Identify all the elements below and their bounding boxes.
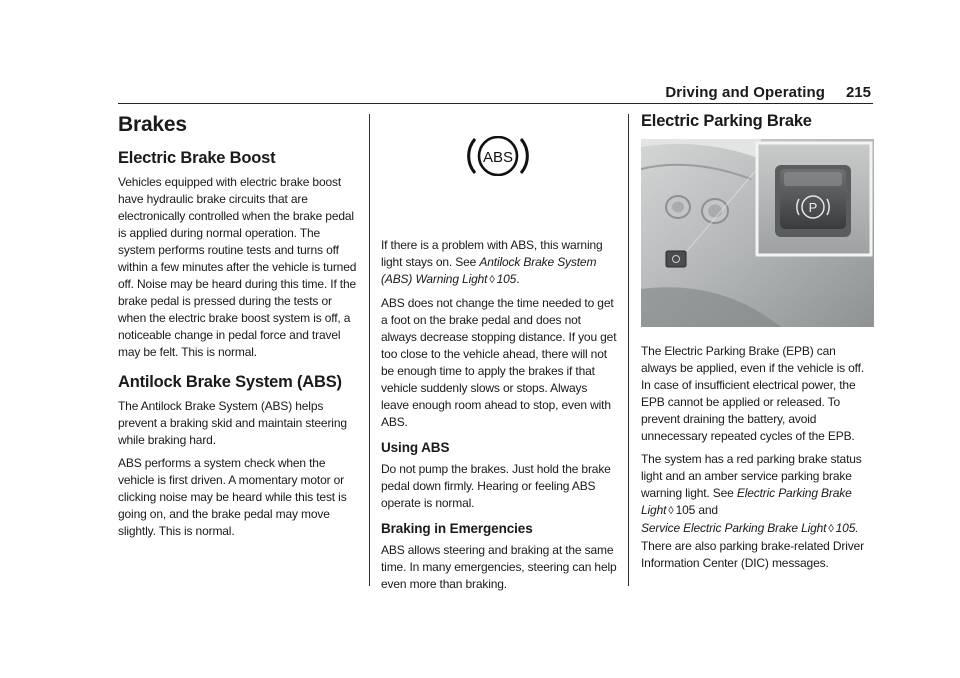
paragraph-using-abs: Do not pump the brakes. Just hold the brake pedal down firmly. Hearing or feeling ABS operate is normal. [381,462,611,510]
cross-reference-abs-warning-light[interactable]: Antilock Brake System (ABS) Warning Light [381,255,597,286]
column-divider-1 [369,114,370,586]
page-title: Brakes [118,113,187,136]
parking-brake-switch-label: P [808,200,818,215]
header-page-number: 215 [845,84,871,101]
abs-warning-icon [465,136,531,176]
paragraph-abs-check: ABS performs a system check when the vehicle is first driven. A momentary motor or clicking noise may be heard while this test is going on, and the brake pedal may move slightly. This is normal. [118,456,347,538]
paragraph-abs-warning [381,237,618,289]
reference-glyph: ◊ [489,274,495,286]
heading-electric-brake-boost: Electric Brake Boost [118,149,276,167]
cross-reference-service-epb-light[interactable]: Service Electric Parking Brake Light [641,521,827,535]
running-header [118,84,873,104]
reference-page-number[interactable]: 105. [835,521,859,535]
column-divider-2 [628,114,629,586]
text-run: The system has a red parking brake status light and an amber service parking brake warning light. See [641,452,862,500]
column-1 [118,108,358,540]
column-2 [381,108,618,593]
epb-switch-photo [641,139,874,327]
heading-antilock-brake-system: Antilock Brake System (ABS) [118,373,342,391]
abs-icon-label: ABS [482,149,514,166]
reference-glyph: ◊ [828,523,834,535]
heading-using-abs: Using ABS [381,440,450,455]
abs-warning-symbol [381,136,618,206]
text-run: and [695,503,718,517]
reference-page-number[interactable]: 105 [496,272,517,286]
paragraph-epb-lights [641,451,874,572]
header-section-title: Driving and Operating [665,84,825,101]
reference-glyph: ◊ [668,505,674,517]
paragraph-braking-in-emergencies: ABS allows steering and braking at the same time. In many emergencies, steering can help even more than braking. [381,543,617,591]
heading-braking-in-emergencies: Braking in Emergencies [381,521,533,536]
paragraph-abs-stopping: ABS does not change the time needed to get a foot on the brake pedal and does not always decrease stopping distance. If you get too close to the vehicle ahead, there will not be enough time to apply the brakes if that vehicle suddenly slows or stops. Always leave enough room ahead to stop, even with ABS. [381,296,617,429]
reference-page-number[interactable]: 105 [675,503,696,517]
paragraph-abs-intro: The Antilock Brake System (ABS) helps prevent a braking skid and maintain steering while braking hard. [118,399,347,447]
paragraph-electric-brake-boost: Vehicles equipped with electric brake boost have hydraulic brake circuits that are electronically controlled when the brake pedal is applied during normal operation. The system performs routine tests and turns off within a few minutes after the vehicle is turned off. Noise may be heard during this time. If the brake pedal is pressed during the tests or when the electric brake boost system is off, a noticeable change in pedal force and travel may be felt. This is normal. [118,175,357,359]
dashboard-illustration [641,139,874,327]
text-run: If there is a problem with ABS, this warning light stays on. See [381,238,603,269]
text-run: There are also parking brake-related Driver Information Center (DIC) messages. [641,539,864,570]
text-run: . [516,272,520,286]
column-3 [641,108,874,572]
heading-electric-parking-brake: Electric Parking Brake [641,112,812,130]
paragraph-epb-intro: The Electric Parking Brake (EPB) can always be applied, even if the vehicle is off. In case of insufficient electrical power, the EPB cannot be applied or released. To prevent draining the battery, avoid unnecessary repeated cycles of the EPB. [641,344,865,443]
cross-reference-epb-light[interactable]: Electric Parking Brake Light [641,486,852,517]
